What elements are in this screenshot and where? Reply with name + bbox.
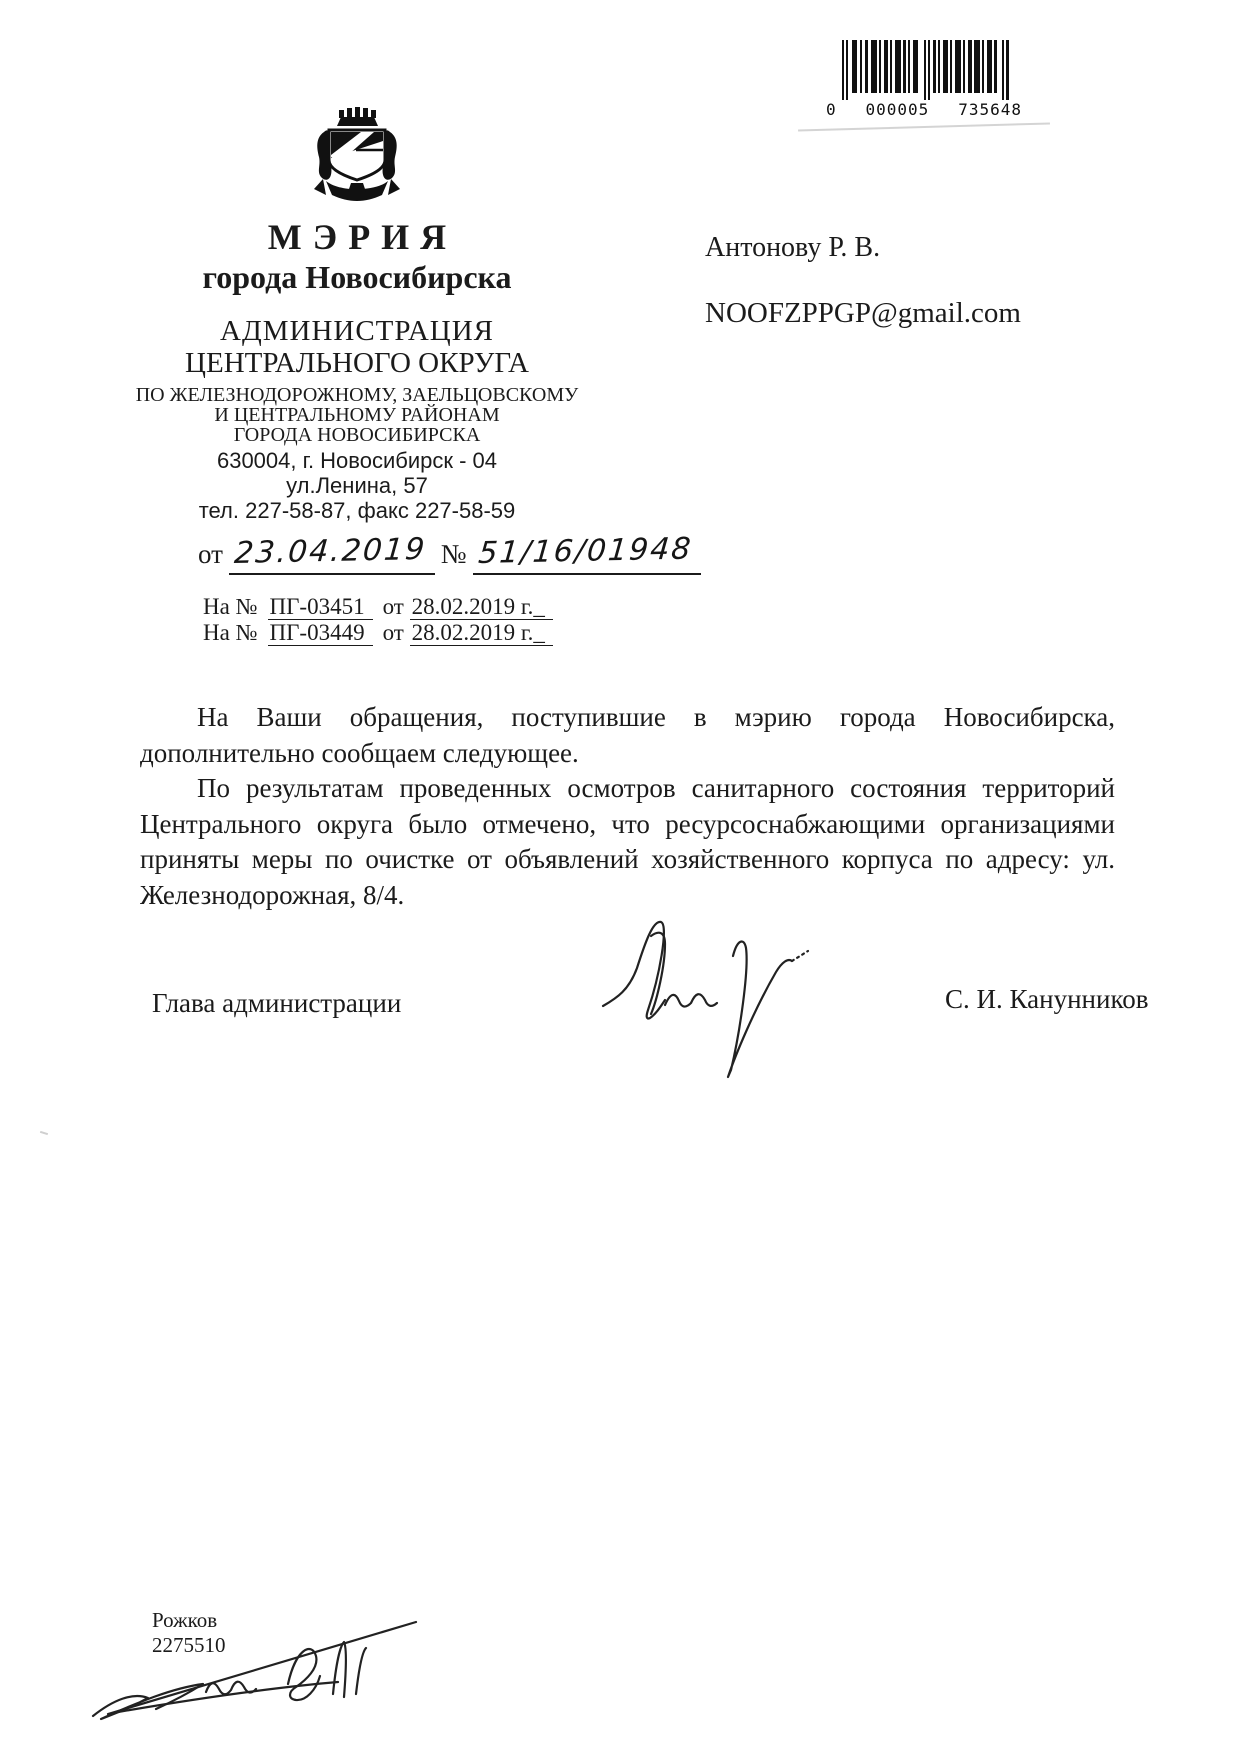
barcode-digits xyxy=(826,100,1022,119)
org-name-line2: города Новосибирска xyxy=(202,259,512,295)
barcode-digit-left: 0 xyxy=(826,100,837,119)
signer-title: Глава администрации xyxy=(152,988,402,1018)
outgoing-number-label: № xyxy=(440,539,467,569)
outgoing-number-handwritten: 51/16/01948 xyxy=(476,531,694,571)
executor-signature-icon xyxy=(88,1612,433,1730)
ref1-label: На № xyxy=(203,594,258,619)
outgoing-number-line xyxy=(198,531,707,575)
barcode-bars-icon xyxy=(836,40,1016,100)
recipient-name: Антонову Р. В. xyxy=(705,232,881,263)
division-line5: ГОРОДА НОВОСИБИРСКА xyxy=(233,424,481,446)
address-line1: 630004, г. Новосибирск - 04 xyxy=(216,448,498,473)
division-line4: И ЦЕНТРАЛЬНОМУ РАЙОНАМ xyxy=(214,404,500,426)
head-signature-icon xyxy=(595,910,825,1090)
reference-line-2 xyxy=(203,620,553,646)
barcode-digits-group2: 735648 xyxy=(958,100,1022,119)
barcode-digits-group1: 000005 xyxy=(865,100,930,119)
division-line3: ПО ЖЕЛЕЗНОДОРОЖНОМУ, ЗАЕЛЬЦОВСКОМУ xyxy=(135,384,579,406)
outgoing-from-label: от xyxy=(198,539,223,569)
letterhead xyxy=(107,104,607,523)
address-line2: ул.Ленина, 57 xyxy=(286,473,428,498)
executor-phone: 2275510 xyxy=(152,1633,226,1657)
ref2-number: ПГ-03449 xyxy=(268,620,373,646)
novosibirsk-coat-of-arms-icon xyxy=(309,104,405,202)
ref2-label: На № xyxy=(203,620,258,645)
division-line2: ЦЕНТРАЛЬНОГО ОКРУГА xyxy=(185,347,529,379)
division-line1: АДМИНИСТРАЦИЯ xyxy=(220,315,494,347)
ref1-from-label: от xyxy=(382,594,404,619)
scan-artifact-line xyxy=(798,122,1050,131)
scan-artifact-speck xyxy=(40,1131,48,1135)
signer-name: С. И. Канунников xyxy=(945,984,1149,1014)
body-paragraph-2: По результатам проведенных осмотров санитарного состояния территорий Центрального округа было отмечено, что ресурсоснабжающими организациями приняты меры по очистке от объявлений хозяйственного корпуса по адресу: ул. Железнодорожная, 8/4. xyxy=(140,773,1115,910)
outgoing-date-handwritten: 23.04.2019 xyxy=(232,531,428,571)
org-name-line1: МЭРИЯ xyxy=(267,217,458,257)
document-barcode xyxy=(826,40,1022,120)
ref2-date: 28.02.2019 г._ xyxy=(410,620,553,646)
executor-name: Рожков xyxy=(152,1608,218,1632)
recipient-email: NOOFZPPGP@gmail.com xyxy=(705,297,1021,329)
reference-line-1 xyxy=(203,594,553,620)
address-line3: тел. 227-58-87, факс 227-58-59 xyxy=(198,498,516,523)
ref1-date: 28.02.2019 г._ xyxy=(410,594,553,620)
body-paragraph-1: На Ваши обращения, поступившие в мэрию города Новосибирска, дополнительно сообщаем следующее. xyxy=(140,702,1115,768)
ref2-from-label: от xyxy=(382,620,404,645)
letter-body xyxy=(140,700,1115,913)
reference-lines xyxy=(203,594,553,646)
ref1-number: ПГ-03451 xyxy=(268,594,373,620)
